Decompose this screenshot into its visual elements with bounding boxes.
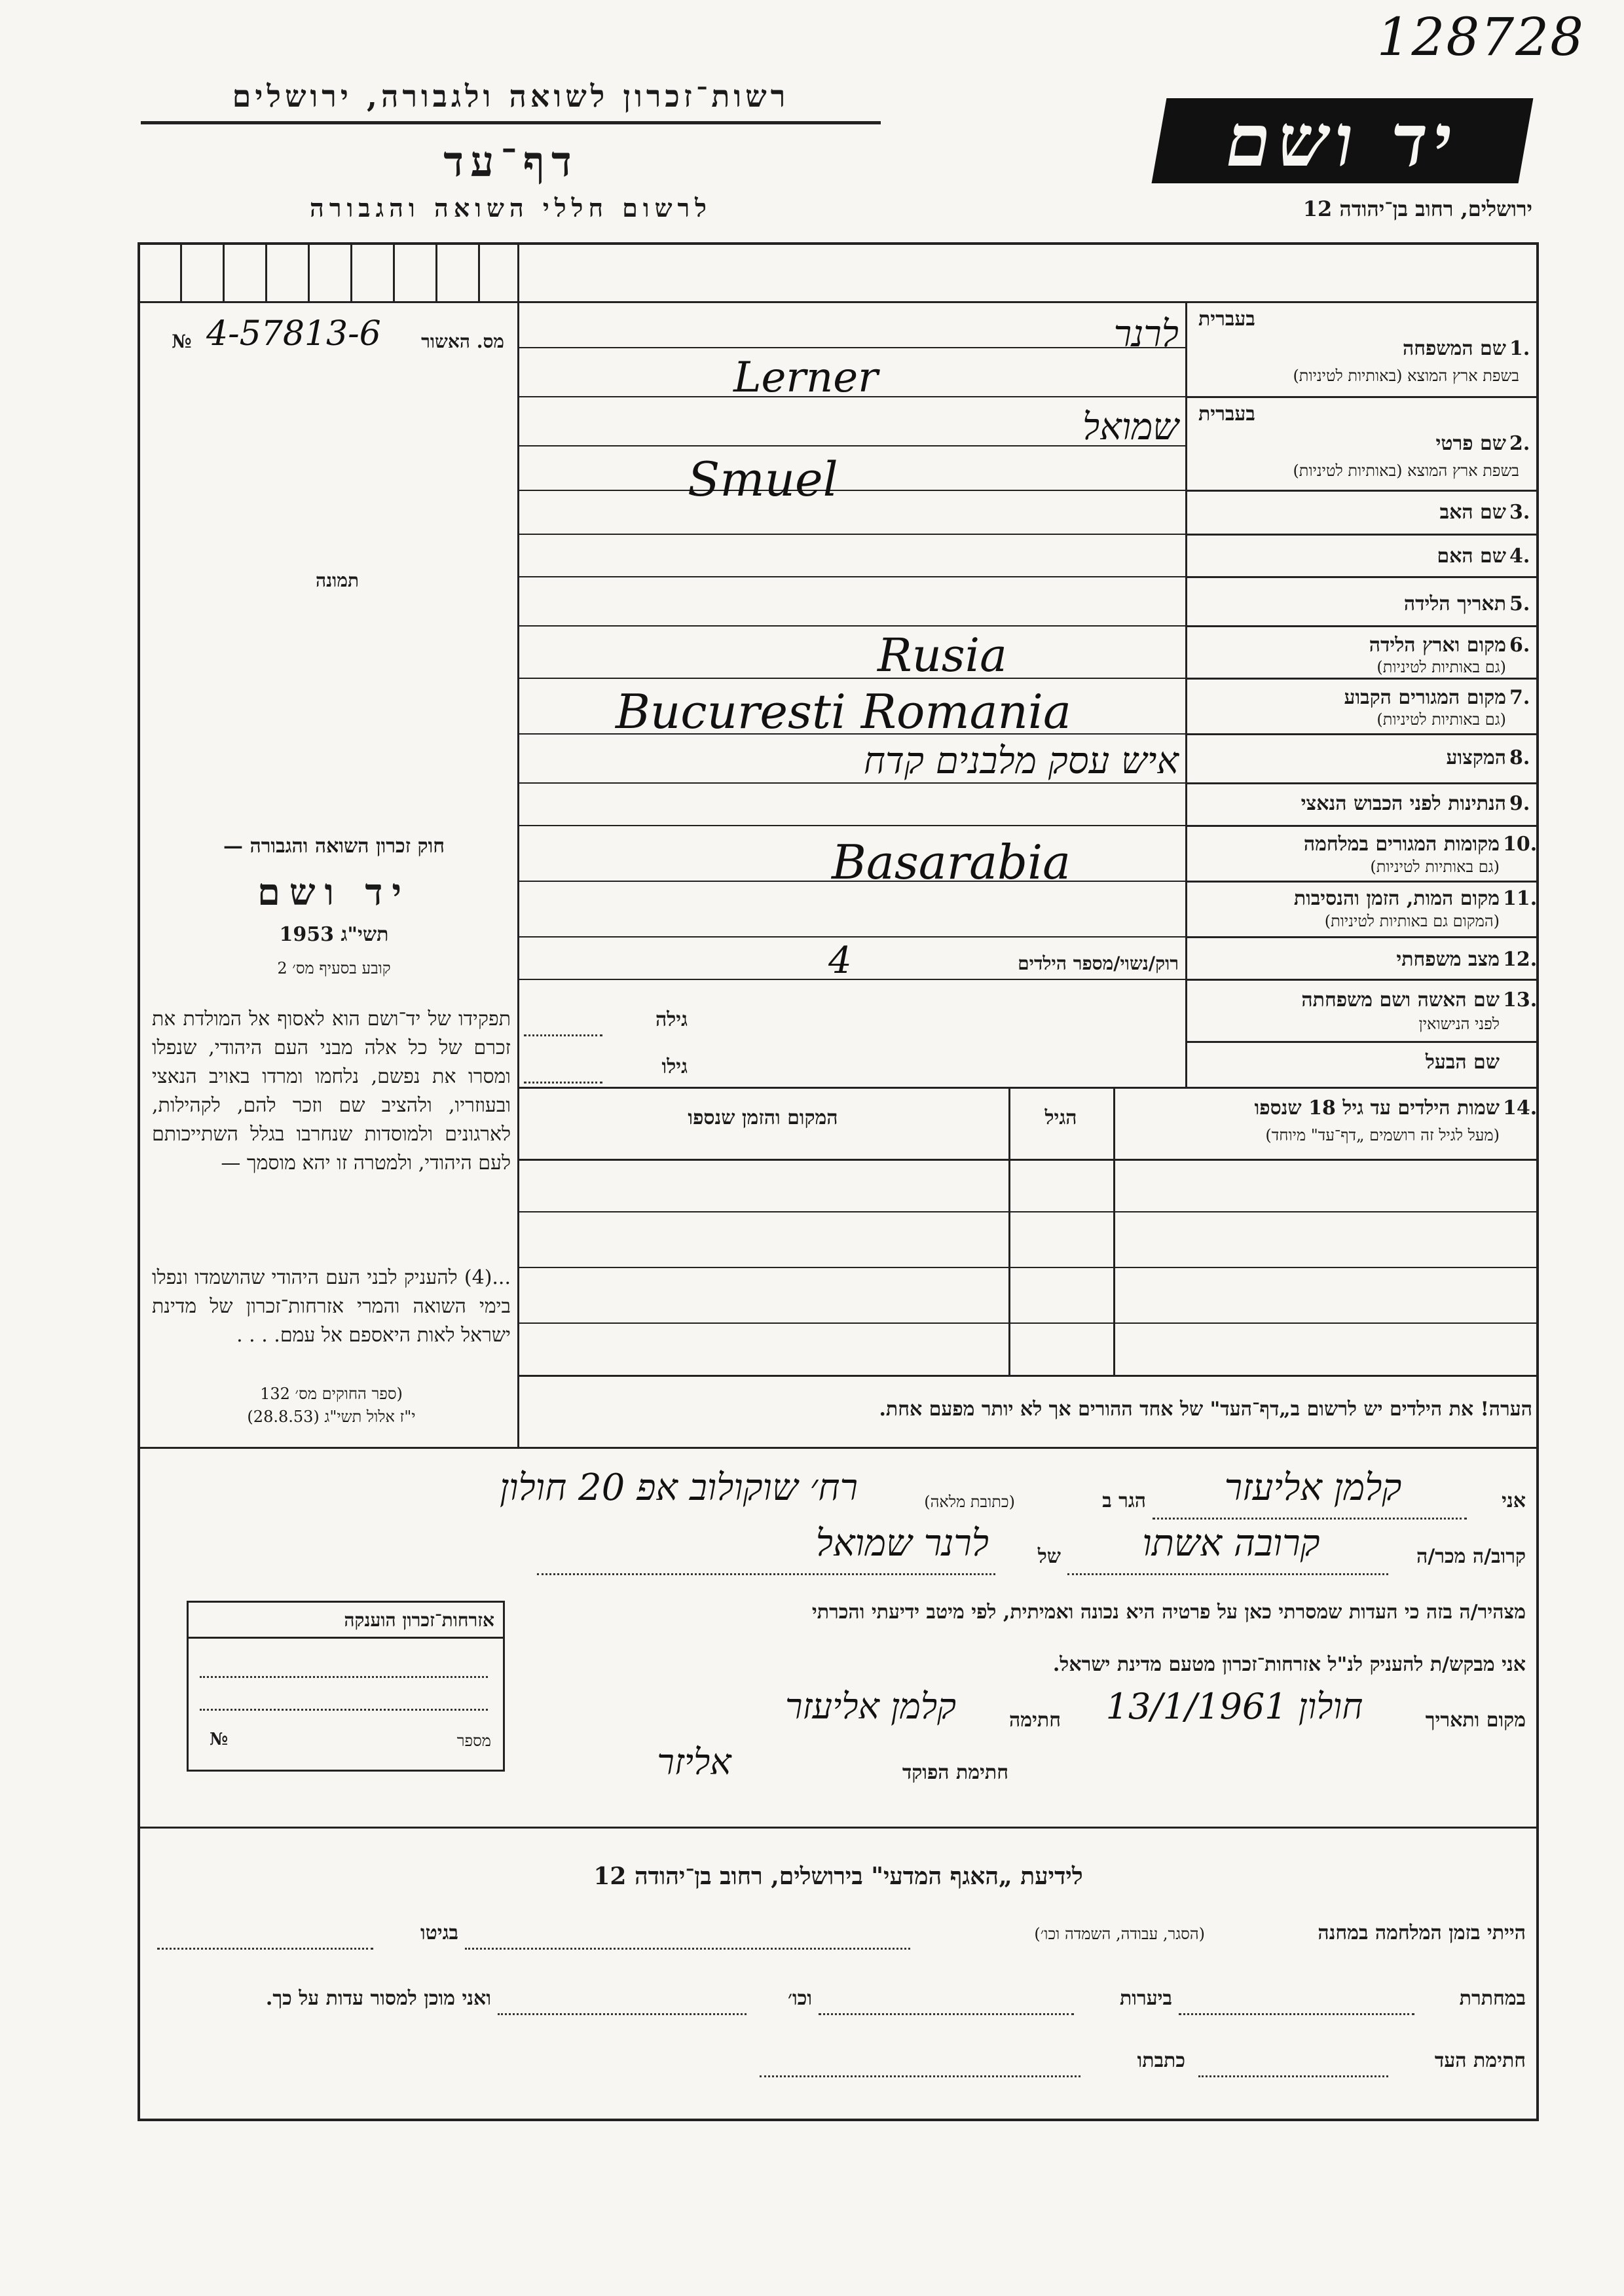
field-1-num: 1. xyxy=(1509,337,1530,360)
field-13-sub: לפני הנישואין xyxy=(1418,1015,1500,1033)
children-table-top xyxy=(517,1087,1539,1089)
grid-tick xyxy=(180,242,182,301)
field-6-sub: (גם באותיות לטיניות) xyxy=(1376,658,1506,676)
row-line xyxy=(1185,625,1539,627)
decl-officer-value: אליזר xyxy=(657,1741,731,1783)
field-2-label: שם פרטי xyxy=(1435,432,1506,455)
citizenship-no-symbol: № xyxy=(210,1730,229,1749)
marital-label: רוק/נשוי/מספר הילדים xyxy=(1018,953,1179,974)
write-line xyxy=(517,534,1185,535)
decl-i: אני xyxy=(1502,1489,1526,1512)
row-line xyxy=(1185,576,1539,578)
field-6-num: 6. xyxy=(1509,634,1530,657)
field-2-hebrew-tag: בעברית xyxy=(1198,403,1255,426)
decl-full-address: (כתובת מלאה) xyxy=(924,1493,1015,1511)
bottom-title: לידיעת „האגף המדעי" בירושלים, רחוב בן־יהודה 12 xyxy=(593,1863,1083,1890)
children-row-line xyxy=(517,1211,1539,1212)
children-col-div1 xyxy=(1113,1087,1115,1375)
children-col-div2 xyxy=(1008,1087,1010,1375)
archive-number: 128728 xyxy=(1376,7,1585,67)
decl-i-value: קלמן אליעזר xyxy=(1224,1467,1402,1509)
row-line xyxy=(1185,733,1539,735)
field-13-num: 13. xyxy=(1503,989,1538,1011)
field-8-label: המקצוע xyxy=(1446,746,1506,769)
row-line xyxy=(1185,936,1539,938)
write-line xyxy=(517,625,1185,627)
law-text-1: תפקידו של יד־ושם הוא לאסוף אל המולדת את זכרם של כל אלה מבני העם היהודי, שנפלו ומסרו את נפשם, נלחמו ומרדו באויב הנאצי ובעוזריו, ולהציב שם וזכר להם, לקהילות, לארגונים ולמוסדות שנחרבו בגלל השתייכותם לעם היהודי, ולמטרה זו יהא מוסמך — xyxy=(152,1008,511,1175)
field-husband-label: שם הבעל xyxy=(1425,1051,1500,1074)
bottom-line3-b: כתבתו xyxy=(1137,2049,1185,2072)
law-source: (ספר החוקים מס׳ 132 xyxy=(260,1385,403,1403)
grid-tick xyxy=(265,242,267,301)
children-row-line xyxy=(517,1322,1539,1324)
field-12-num: 12. xyxy=(1503,948,1538,971)
decl-statement: מצהיר/ה בזה כי העדות שמסרתי כאן על פרטיה היא נכונה ואמיתית, לפי מיטב ידיעתי והכרתי xyxy=(811,1601,1526,1624)
bottom-line1-a: הייתי בזמן המלחמה במחנה xyxy=(1318,1922,1526,1944)
approval-number-value: 4-57813-6 xyxy=(206,314,381,354)
declaration-bottom xyxy=(138,1827,1539,1829)
decl-of-value: לרנר שמואל xyxy=(815,1522,989,1565)
row-line xyxy=(1185,490,1539,492)
row-line xyxy=(1185,396,1539,398)
citizenship-dots-1 xyxy=(200,1676,488,1678)
bottom-line1-dots2 xyxy=(157,1948,373,1950)
form-subtitle: לרשום חללי השואה והגבורה xyxy=(310,193,712,223)
decl-relative-dots xyxy=(1067,1573,1388,1575)
write-line xyxy=(517,490,1185,491)
row-line xyxy=(1185,881,1539,883)
form-frame xyxy=(138,242,1539,2121)
children-num: 14. xyxy=(1503,1097,1538,1120)
field-3-num: 3. xyxy=(1509,501,1530,524)
decl-address-value: רח׳ שוקולוב אפ 20 חולון xyxy=(499,1467,858,1509)
bottom-line2-a: במחתרת xyxy=(1459,1987,1526,2010)
law-source-2: י"ז אלול תשי"ג (28.8.53) xyxy=(247,1408,416,1426)
photo-label: תמונה xyxy=(315,570,360,591)
form-title: דף־עד xyxy=(443,137,578,187)
decl-relative: קרוב/ה מכר/ה xyxy=(1416,1545,1526,1568)
children-col-age: הגיל xyxy=(1044,1106,1077,1129)
decl-place-date-label: מקום ותאריך xyxy=(1425,1709,1526,1732)
children-col-place-time: המקום והזמן שנספו xyxy=(688,1106,838,1129)
field-9-label: הנתינות לפני הכבוש הנאצי xyxy=(1301,792,1506,815)
field-10-label: מקומות המגורים במלחמה xyxy=(1303,833,1500,856)
field-1-hebrew-tag: בעברית xyxy=(1198,308,1255,331)
children-table-header-bottom xyxy=(517,1159,1539,1161)
decl-of: של xyxy=(1037,1545,1061,1568)
row-line xyxy=(1185,825,1539,827)
law-text-2: ...(4) להעניק לבני העם היהודי שהושמדו ונפלו בימי השואה והמרי אזרחות־זכרון של מדינת ישראל לאות היאספם אל עמם. . . . xyxy=(152,1266,511,1347)
field-11-label: מקום המות, הזמן והנסיבות xyxy=(1293,887,1500,910)
bottom-line2-dots2 xyxy=(819,2013,1074,2015)
decl-relative-value: קרובה אשתו xyxy=(1142,1522,1320,1565)
law-title: חוק זכרון השואה והגבורה — xyxy=(223,835,445,858)
profession-value: איש עסק מלבנים קדח xyxy=(863,740,1179,782)
grid-tick xyxy=(308,242,310,301)
citizenship-title-rule xyxy=(187,1637,503,1639)
row-line xyxy=(1185,782,1539,784)
field-13-label: שם האשה ושם משפחתה xyxy=(1301,989,1500,1011)
children-count-value: 4 xyxy=(828,939,852,982)
write-line xyxy=(517,576,1185,577)
write-line xyxy=(517,936,1185,938)
field-10-sub: (גם באותיות לטיניות) xyxy=(1370,858,1500,876)
grid-tick xyxy=(350,242,352,301)
field-11-num: 11. xyxy=(1503,887,1538,910)
field-7-num: 7. xyxy=(1509,686,1530,709)
field-6-label: מקום וארץ הלידה xyxy=(1369,634,1506,657)
bottom-line3-a: חתימת העד xyxy=(1434,2049,1526,2072)
wife-age-dots xyxy=(524,1034,602,1036)
children-col-names: שמות הילדים עד גיל 18 שנספו xyxy=(1254,1097,1500,1120)
row-line xyxy=(1185,1041,1539,1043)
law-clause: קובע בסעיף מס׳ 2 xyxy=(277,959,391,977)
field-4-label: שם האם xyxy=(1437,545,1506,568)
citizenship-number-label: מספר xyxy=(456,1732,491,1750)
field-10-num: 10. xyxy=(1503,833,1538,856)
residence-value: Bucuresti Romania xyxy=(616,684,1071,739)
field-9-num: 9. xyxy=(1509,792,1530,815)
bottom-line2-d: ואני מוכן למסור עדות על כך. xyxy=(265,1987,491,2010)
header-address: ירושלים, רחוב בן־יהודה 12 xyxy=(1302,196,1532,221)
bottom-line1-c: בגיטו xyxy=(420,1922,458,1944)
field-2-sub: בשפת ארץ המוצא (באותיות לטיניות) xyxy=(1293,462,1519,480)
row-line xyxy=(1185,979,1539,981)
wartime-residence-value: Basarabia xyxy=(832,835,1071,890)
logo-text: יד ושם xyxy=(1219,98,1466,183)
decl-signature-value: קלמן אליעזר xyxy=(784,1686,956,1727)
decl-signature-label: חתימה xyxy=(1009,1709,1061,1732)
surname-hebrew-value: לרנר xyxy=(1113,313,1179,355)
decl-of-dots xyxy=(537,1573,995,1575)
authority-title: רשות־זכרון לשואה ולגבורה, ירושלים xyxy=(232,79,790,114)
field-1-label: שם המשפחה xyxy=(1402,337,1506,360)
grid-tick xyxy=(435,242,437,301)
bottom-line2-b: ביערות xyxy=(1119,1987,1172,2010)
citizenship-title: אזרחות־זכרון הוענקה xyxy=(344,1609,494,1631)
approval-no-symbol: № xyxy=(172,331,192,352)
write-line xyxy=(517,782,1185,784)
write-line xyxy=(517,825,1185,826)
field-5-label: תאריך הלידה xyxy=(1403,592,1506,615)
husband-age-label: גילו xyxy=(661,1055,688,1078)
label-col-divider xyxy=(1185,301,1187,1087)
top-box-bottom xyxy=(138,301,1539,303)
husband-age-dots xyxy=(524,1082,602,1084)
approval-label: מס. האשור xyxy=(421,331,504,352)
field-7-label: מקום המגורים הקבוע xyxy=(1344,686,1506,709)
field-1-sub: בשפת ארץ המוצא (באותיות לטיניות) xyxy=(1293,367,1519,385)
children-row-line xyxy=(517,1267,1539,1268)
row-line xyxy=(1185,534,1539,536)
bottom-line2-dots3 xyxy=(498,2013,747,2015)
first-name-hebrew-value: שמואל xyxy=(1082,406,1179,448)
field-2-num: 2. xyxy=(1509,432,1530,455)
grid-tick xyxy=(393,242,395,301)
field-3-label: שם האב xyxy=(1439,501,1506,524)
note-text: הערה! את הילדים יש לרשום ב„דף־העד" של אחד ההורים אך לא יותר מפעם אחת. xyxy=(879,1398,1532,1421)
law-name: יד ושם xyxy=(257,871,411,914)
bottom-line2-c: וכו׳ xyxy=(788,1987,812,2010)
left-col-divider xyxy=(517,242,519,1447)
bottom-line1-dots1 xyxy=(465,1948,910,1950)
bottom-line2-dots1 xyxy=(1179,2013,1414,2015)
surname-latin-value: Lerner xyxy=(733,354,878,402)
decl-request: אני מבקש/ת להעניק לנ"ל אזרחות־זכרון מטעם מדינת ישראל. xyxy=(1052,1653,1526,1676)
bottom-line3-dots2 xyxy=(760,2075,1080,2077)
decl-resident: הגר ב xyxy=(1102,1489,1146,1512)
upper-section-bottom xyxy=(138,1447,1539,1449)
law-year: תשי"ג 1953 xyxy=(279,923,389,946)
field-5-num: 5. xyxy=(1509,592,1530,615)
field-4-num: 4. xyxy=(1509,545,1530,568)
field-8-num: 8. xyxy=(1509,746,1530,769)
field-11-sub: (המקום גם באותיות לטיניות) xyxy=(1324,912,1500,930)
row-line xyxy=(1185,678,1539,680)
citizenship-dots-2 xyxy=(200,1709,488,1711)
children-table-bottom xyxy=(517,1375,1539,1377)
grid-tick xyxy=(478,242,480,301)
decl-place-date-value: חולון 13/1/1961 xyxy=(1105,1686,1363,1727)
write-line xyxy=(517,678,1185,679)
field-7-sub: (גם באותיות לטיניות) xyxy=(1376,710,1506,729)
field-12-label: מצב משפחתי xyxy=(1396,948,1500,971)
decl-i-dots xyxy=(1153,1518,1467,1520)
bottom-line3-dots1 xyxy=(1198,2075,1388,2077)
decl-officer-label: חתימת הפוקד xyxy=(902,1761,1008,1784)
yad-vashem-logo xyxy=(1152,98,1534,183)
bottom-line1-b: (הסגר, עבודה, השמדה וכו׳) xyxy=(1034,1925,1205,1943)
birthplace-value: Rusia xyxy=(877,629,1007,682)
wife-age-label: גילה xyxy=(655,1008,688,1031)
children-col-names-sub: (מעל לגיל זה רושמים „דף־עד" מיוחד) xyxy=(1265,1126,1500,1144)
grid-tick xyxy=(223,242,225,301)
first-name-latin-value: Smuel xyxy=(688,452,838,507)
header-underline xyxy=(141,121,881,124)
